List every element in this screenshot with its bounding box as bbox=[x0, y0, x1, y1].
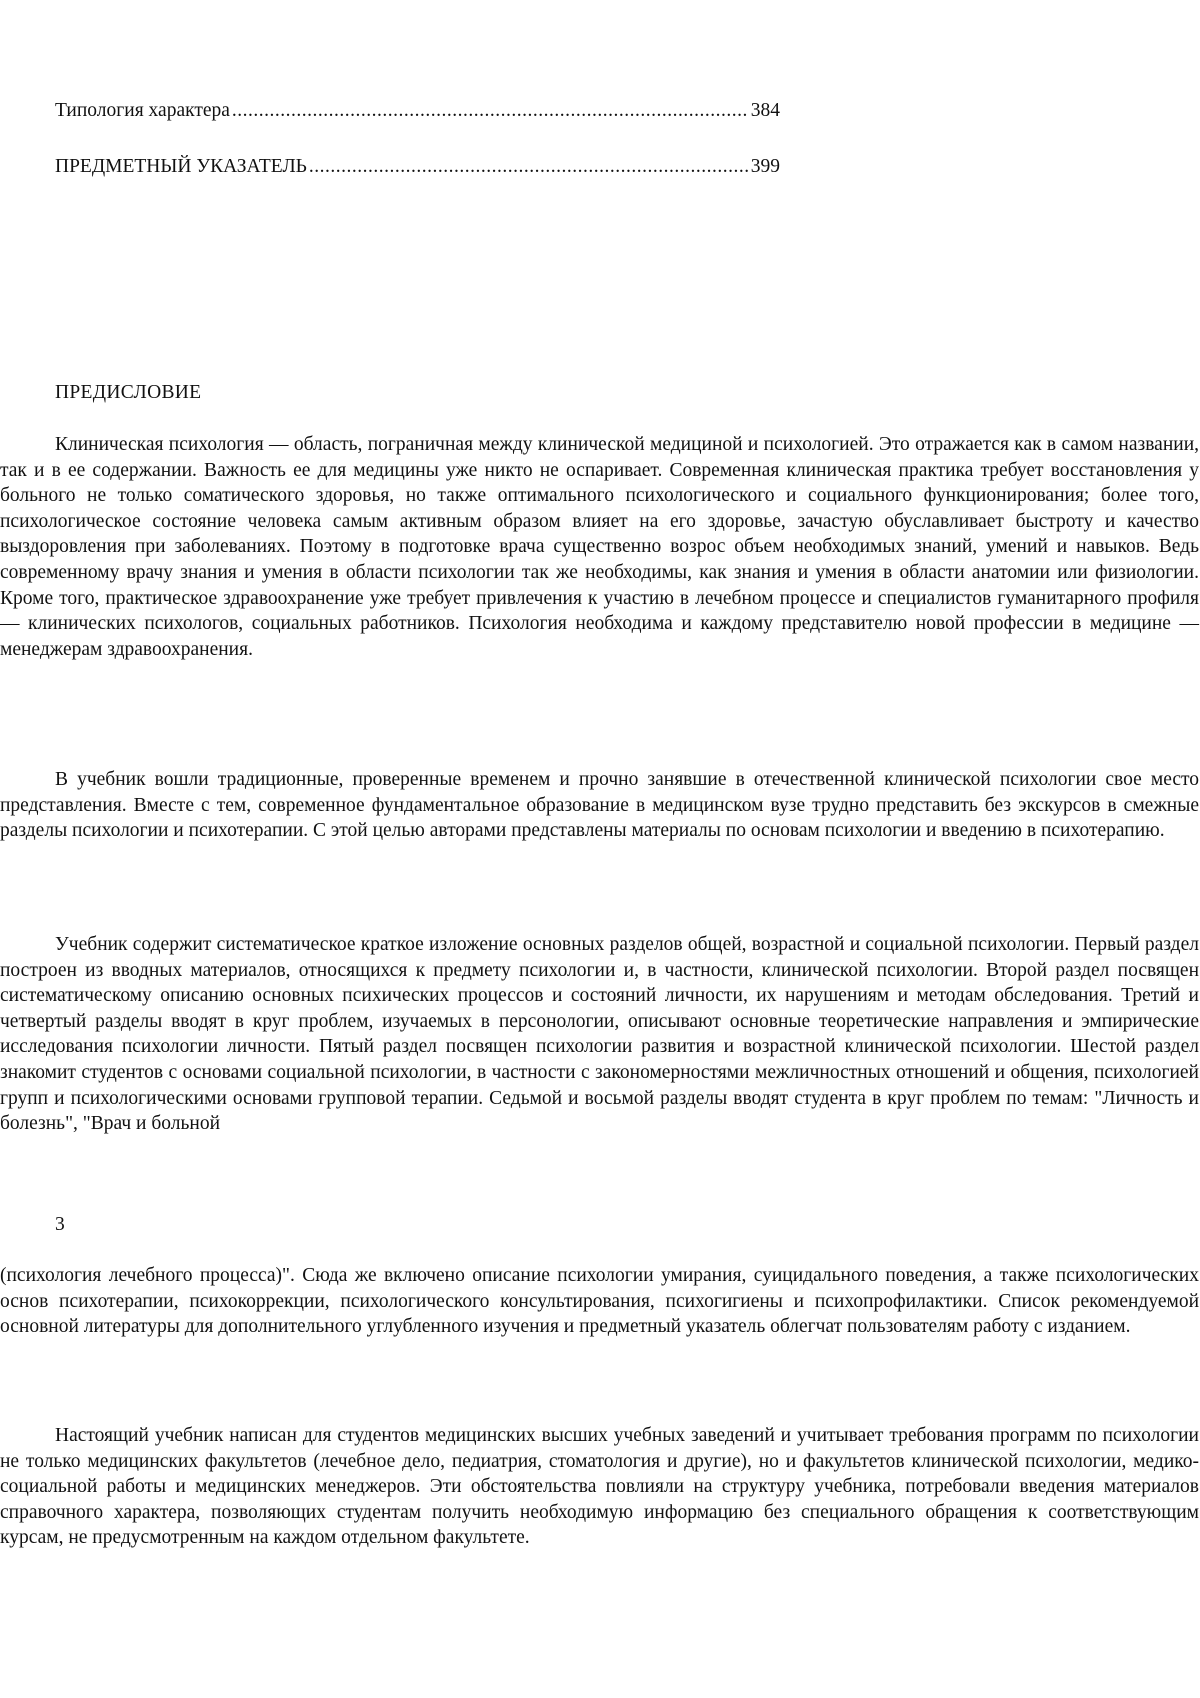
paragraph-block bbox=[0, 932, 1200, 1137]
toc-dot-leader bbox=[309, 154, 749, 180]
paragraph-block bbox=[0, 432, 1200, 662]
toc-entry bbox=[55, 154, 780, 180]
toc-entry-page: 384 bbox=[750, 100, 780, 121]
page-number: 3 bbox=[55, 1214, 65, 1235]
paragraph: Настоящий учебник написан для студентов медицинских высших учебных заведений и учитывает требования программ по психологии не только медицинских факультетов (лечебное дело, педиатрия, стоматология и другие), но и факультетов клинической психологии, медико-социальной работы и медицинских менеджеров. Эти обстоятельства повлияли на структуру учебника, потребовали введения материалов справочного характера, позволяющих студентам получить необходимую информацию без специального обращения к соответствующим курсам, не предусмотренным на каждом отдельном факультете. bbox=[0, 1425, 1199, 1549]
paragraph: Клиническая психология — область, пограничная между клинической медициной и психологией. Это отражается как в самом названии, так и в ее содержании. Важность ее для медицины уже никто не оспаривает. Современная клиническая практика требует восстановления у больного не только соматического здоровья, но также оптимального психологического и социального функционирования; более того, психологическое состояние человека самым активным образом влияет на его здоровье, зачастую обуславливает быстроту и качество выздоровления при заболеваниях. Поэтому в подготовке врача существенно возрос объем необходимых знаний, умений и навыков. Ведь современному врачу знания и умения в области психологии так же необходимы, как знания и умения в области анатомии или физиологии. Кроме того, практическое здравоохранение уже требует привлечения к участию в лечебном процессе и специалистов гуманитарного профиля — клинических психологов, социальных работников. Психология необходима и каждому представителю новой профессии в медицине — менеджерам здравоохранения. bbox=[0, 434, 1199, 660]
table-of-contents bbox=[55, 98, 780, 180]
toc-entry-title: Типология характера bbox=[55, 100, 230, 121]
paragraph-block bbox=[0, 767, 1200, 844]
paragraph: (психология лечебного процесса)". Сюда же включено описание психологии умирания, суицидального поведения, а также психологических основ психотерапии, психокоррекции, психологического консультирования, психогигиены и психопрофилактики. Список рекомендуемой основной литературы для дополнительного углубленного изучения и предметный указатель облегчат пользователям работу с изданием. bbox=[0, 1265, 1199, 1338]
toc-dot-leader bbox=[232, 98, 749, 124]
toc-entry-page: 399 bbox=[750, 156, 780, 177]
toc-entry-title: ПРЕДМЕТНЫЙ УКАЗАТЕЛЬ bbox=[55, 156, 307, 177]
paragraph-block bbox=[0, 1423, 1200, 1551]
section-heading: ПРЕДИСЛОВИЕ bbox=[55, 382, 202, 403]
paragraph: Учебник содержит систематическое краткое изложение основных разделов общей, возрастной и социальной психологии. Первый раздел построен из вводных материалов, относящихся к предмету психологии и, в частности, клинической психологии. Второй раздел посвящен систематическому описанию основных психических процессов и состояний личности, их нарушениям и методам обследования. Третий и четвертый разделы вводят в круг проблем, изучаемых в персонологии, описывают основные теоретические направления и эмпирические исследования психологии личности. Пятый раздел посвящен психологии развития и возрастной клинической психологии. Шестой раздел знакомит студентов с основами социальной психологии, в частности с закономерностями межличностных отношений и общения, психологией групп и психологическими основами групповой терапии. Седьмой и восьмой разделы вводят студента в круг проблем по темам: "Личность и болезнь", "Врач и больной bbox=[0, 934, 1199, 1135]
paragraph-block bbox=[0, 1263, 1200, 1340]
toc-entry bbox=[55, 98, 780, 124]
paragraph: В учебник вошли традиционные, проверенные временем и прочно занявшие в отечественной клинической психологии свое место представления. Вместе с тем, современное фундаментальное образование в медицинском вузе трудно представить без экскурсов в смежные разделы психологии и психотерапии. С этой целью авторами представлены материалы по основам психологии и введению в психотерапию. bbox=[0, 769, 1199, 842]
